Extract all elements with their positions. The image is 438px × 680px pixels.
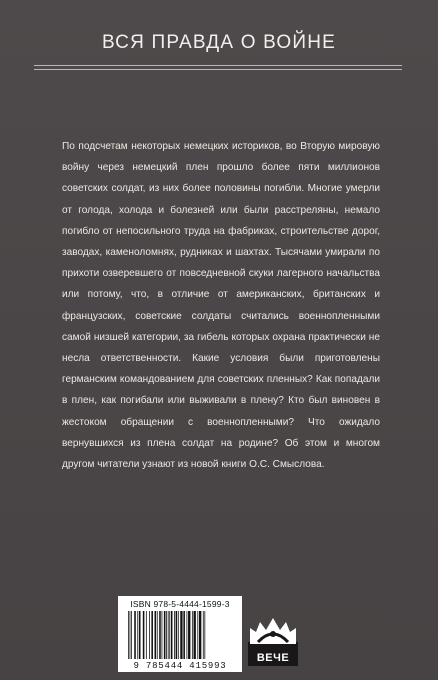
- barcode-bar: [143, 611, 145, 659]
- book-description: По подсчетам некоторых немецких историков, во Вторую мировую войну через немецкий плен прошло более пяти миллионов советских солдат, из них более половины погибли. Многие умерли от голода, холода и болезней или были расстреляны, немало погибло от непосильного труда на фабриках, строительстве дорог, заводах, каменоломнях, рудниках и шахтах. Тысячами умирали по прихоти озверевшего от повседневной скуки лагерного начальства или потому, что, в отличие от американских, британских и французских, советские солдаты считались военнопленными самой низшей категории, за гибель которых охрана практически не несла ответственности. Какие условия были приготовлены германским командованием для советских пленных? Как попадали в плен, как погибали или выживали в плену? Кто был виновен в жестоком обращении с военнопленными? Что ожидало вернувшихся из плена солдат на родине? Об этом и многом другом читатели узнают из новой книги О.С. Смыслова.: [62, 141, 380, 471]
- barcode-bar: [194, 611, 196, 659]
- barcode-bar: [176, 611, 178, 659]
- barcode-bar: [188, 611, 190, 659]
- barcode-bar: [151, 611, 153, 659]
- barcode-bar: [199, 611, 201, 659]
- barcode-bars: [126, 611, 236, 659]
- barcode-bar: [157, 611, 158, 659]
- publisher-logo-text: ВЕЧЕ: [256, 652, 290, 664]
- barcode-bar: [155, 611, 157, 659]
- title-rule-bottom: [34, 69, 402, 70]
- barcode-digits: 9 785444 415993: [133, 661, 227, 671]
- barcode-bar: [134, 611, 136, 659]
- barcode-bar: [203, 611, 204, 659]
- barcode-bar: [162, 611, 163, 659]
- publisher-logo-icon: [244, 612, 302, 670]
- barcode-bar: [139, 611, 141, 659]
- barcode-bar: [159, 611, 161, 659]
- barcode-bar: [178, 611, 179, 659]
- barcode-bar: [204, 611, 205, 659]
- isbn-label: ISBN 978-5-4444-1599-3: [130, 599, 230, 609]
- barcode-bar: [197, 611, 198, 659]
- barcode-bar: [168, 611, 169, 659]
- barcode-bar: [128, 611, 129, 659]
- barcode-bar: [166, 611, 167, 659]
- barcode-bar: [131, 611, 132, 659]
- barcode-bar: [146, 611, 147, 659]
- title-rule-top: [34, 65, 402, 66]
- barcode-bar: [164, 611, 166, 659]
- barcode-bar: [149, 611, 150, 659]
- barcode-panel: [118, 596, 242, 672]
- barcode-bar: [187, 611, 188, 659]
- barcode-bar: [130, 611, 131, 659]
- barcode-bar: [183, 611, 185, 659]
- barcode-bar: [180, 611, 182, 659]
- barcode-bar: [192, 611, 193, 659]
- barcode-bar: [169, 611, 170, 659]
- barcode-bar: [171, 611, 173, 659]
- series-title: ВСЯ ПРАВДА О ВОЙНЕ: [101, 32, 337, 53]
- barcode-bar: [137, 611, 138, 659]
- barcode-bar: [174, 611, 175, 659]
